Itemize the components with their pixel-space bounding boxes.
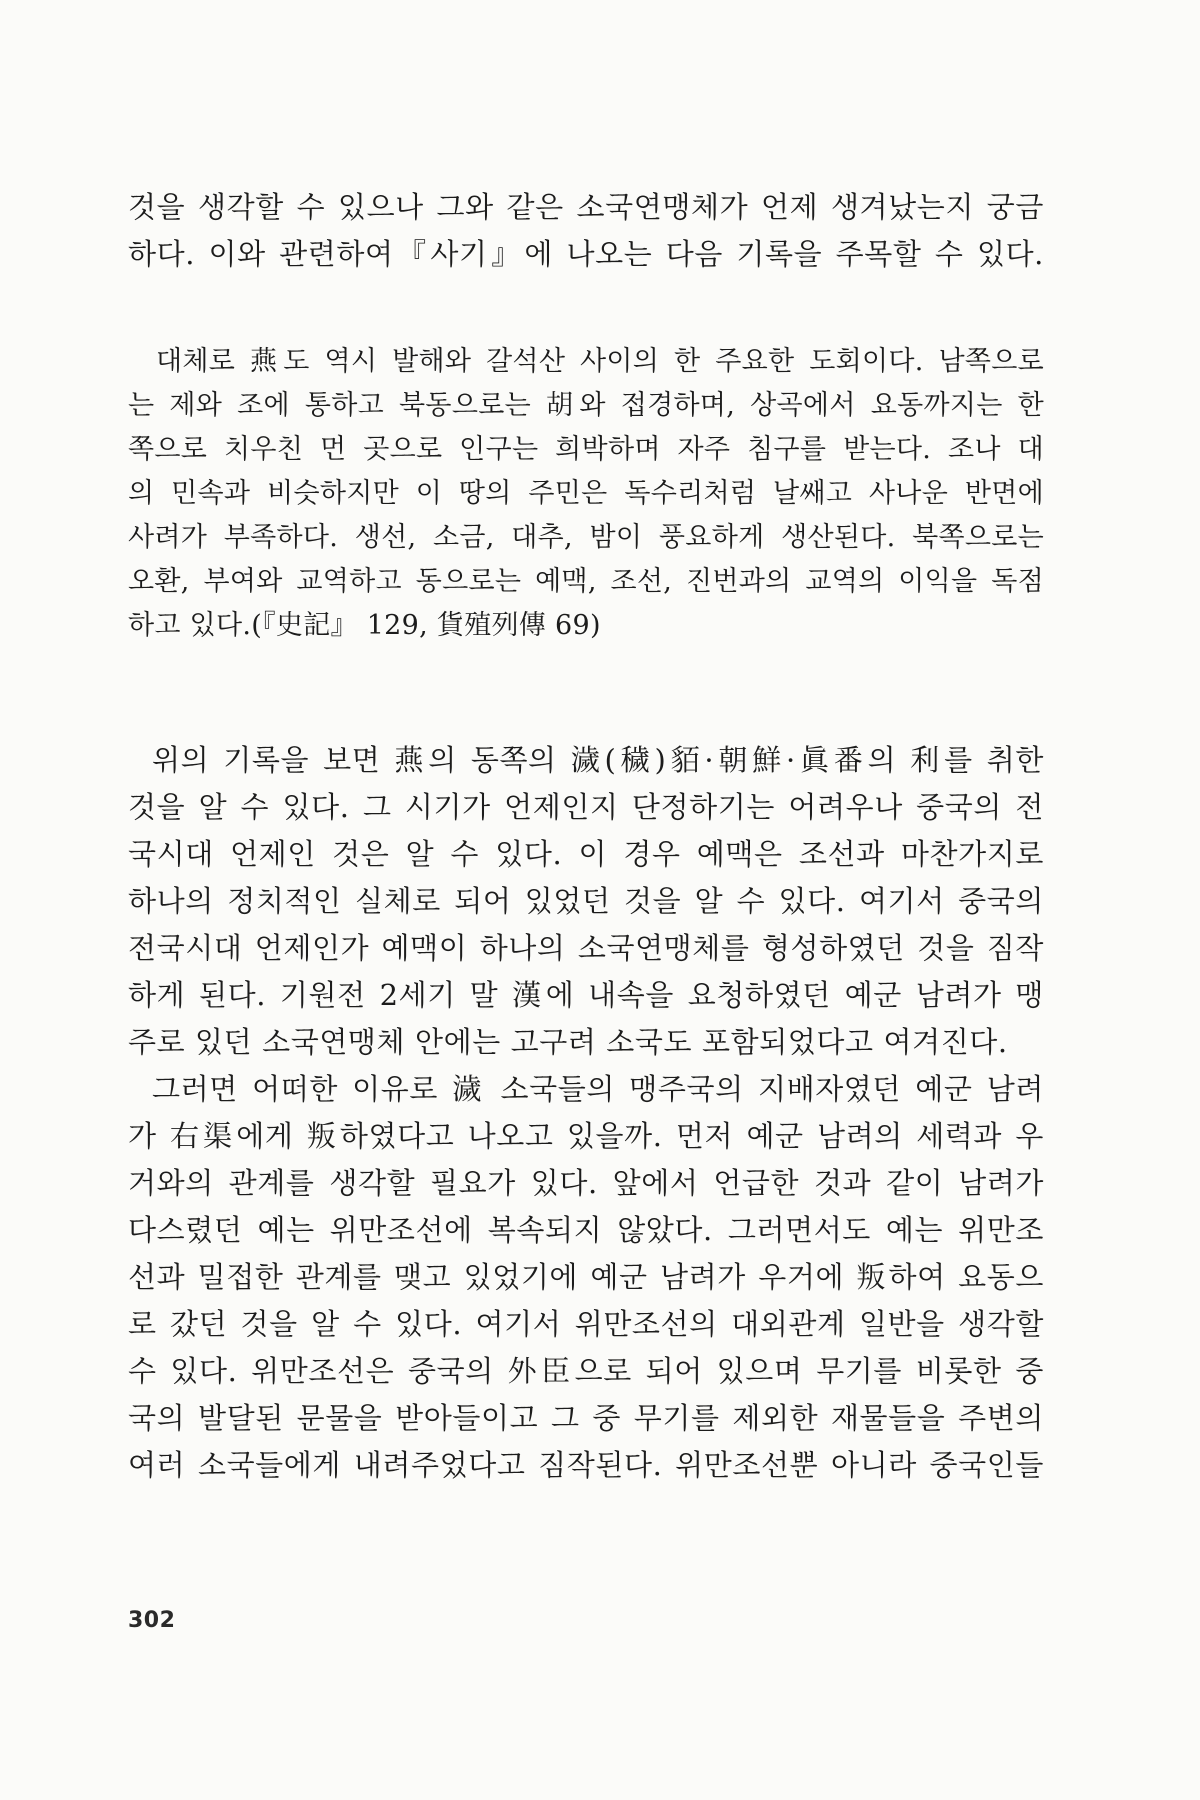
quote-line: 사려가 부족하다. 생선, 소금, 대추, 밤이 풍요하게 생산된다. 북쪽으로는 [128, 522, 1044, 553]
text-line: 수 있다. 위만조선은 중국의 外臣으로 되어 있으며 무기를 비롯한 중 [128, 1354, 1044, 1388]
text-line: 국의 발달된 문물을 받아들이고 그 중 무기를 제외한 재물들을 주변의 [128, 1401, 1044, 1435]
text-line: 국시대 언제인 것은 알 수 있다. 이 경우 예맥은 조선과 마찬가지로 [128, 837, 1044, 871]
page-number: 302 [128, 1608, 176, 1633]
quote-line: 는 제와 조에 통하고 북동으로는 胡와 접경하며, 상곡에서 요동까지는 한 [128, 390, 1044, 421]
text-line: 전국시대 언제인가 예맥이 하나의 소국연맹체를 형성하였던 것을 짐작 [128, 931, 1044, 965]
text-line: 그러면 어떠한 이유로 濊 소국들의 맹주국의 지배자였던 예군 남려 [152, 1072, 1044, 1106]
text-line: 것을 알 수 있다. 그 시기가 언제인지 단정하기는 어려우나 중국의 전 [128, 790, 1044, 824]
block-quote [128, 340, 1044, 648]
quote-line: 오환, 부여와 교역하고 동으로는 예맥, 조선, 진번과의 교역의 이익을 독점 [128, 566, 1044, 597]
text-line: 하다. 이와 관련하여『사기』에 나오는 다음 기록을 주목할 수 있다. [128, 237, 1044, 271]
quote-line: 의 민속과 비슷하지만 이 땅의 주민은 독수리처럼 날쌔고 사나운 반면에 [128, 478, 1044, 509]
text-line: 주로 있던 소국연맹체 안에는 고구려 소국도 포함되었다고 여겨진다. [128, 1025, 1008, 1059]
quote-line: 쪽으로 치우친 먼 곳으로 인구는 희박하며 자주 침구를 받는다. 조나 대 [128, 434, 1044, 465]
text-line: 로 갔던 것을 알 수 있다. 여기서 위만조선의 대외관계 일반을 생각할 [128, 1307, 1044, 1341]
intro-paragraph [128, 184, 1044, 278]
quote-line: 하고 있다.(『史記』 129, 貨殖列傳 69) [128, 610, 601, 641]
text-line: 위의 기록을 보면 燕의 동쪽의 濊(穢)貊·朝鮮·眞番의 利를 취한 [152, 743, 1044, 777]
text-line: 하게 된다. 기원전 2세기 말 漢에 내속을 요청하였던 예군 남려가 맹 [128, 978, 1044, 1012]
text-line: 하나의 정치적인 실체로 되어 있었던 것을 알 수 있다. 여기서 중국의 [128, 884, 1044, 918]
main-paragraphs [128, 738, 1044, 1490]
quote-line: 대체로 燕도 역시 발해와 갈석산 사이의 한 주요한 도회이다. 남쪽으로 [156, 346, 1044, 377]
text-line: 여러 소국들에게 내려주었다고 짐작된다. 위만조선뿐 아니라 중국인들 [128, 1448, 1044, 1482]
text-line: 거와의 관계를 생각할 필요가 있다. 앞에서 언급한 것과 같이 남려가 [128, 1166, 1044, 1200]
text-line: 다스렸던 예는 위만조선에 복속되지 않았다. 그러면서도 예는 위만조 [128, 1213, 1044, 1247]
text-line: 것을 생각할 수 있으나 그와 같은 소국연맹체가 언제 생겨났는지 궁금 [128, 190, 1044, 224]
text-line: 선과 밀접한 관계를 맺고 있었기에 예군 남려가 우거에 叛하여 요동으 [128, 1260, 1044, 1294]
text-line: 가 右渠에게 叛하였다고 나오고 있을까. 먼저 예군 남려의 세력과 우 [128, 1119, 1044, 1153]
